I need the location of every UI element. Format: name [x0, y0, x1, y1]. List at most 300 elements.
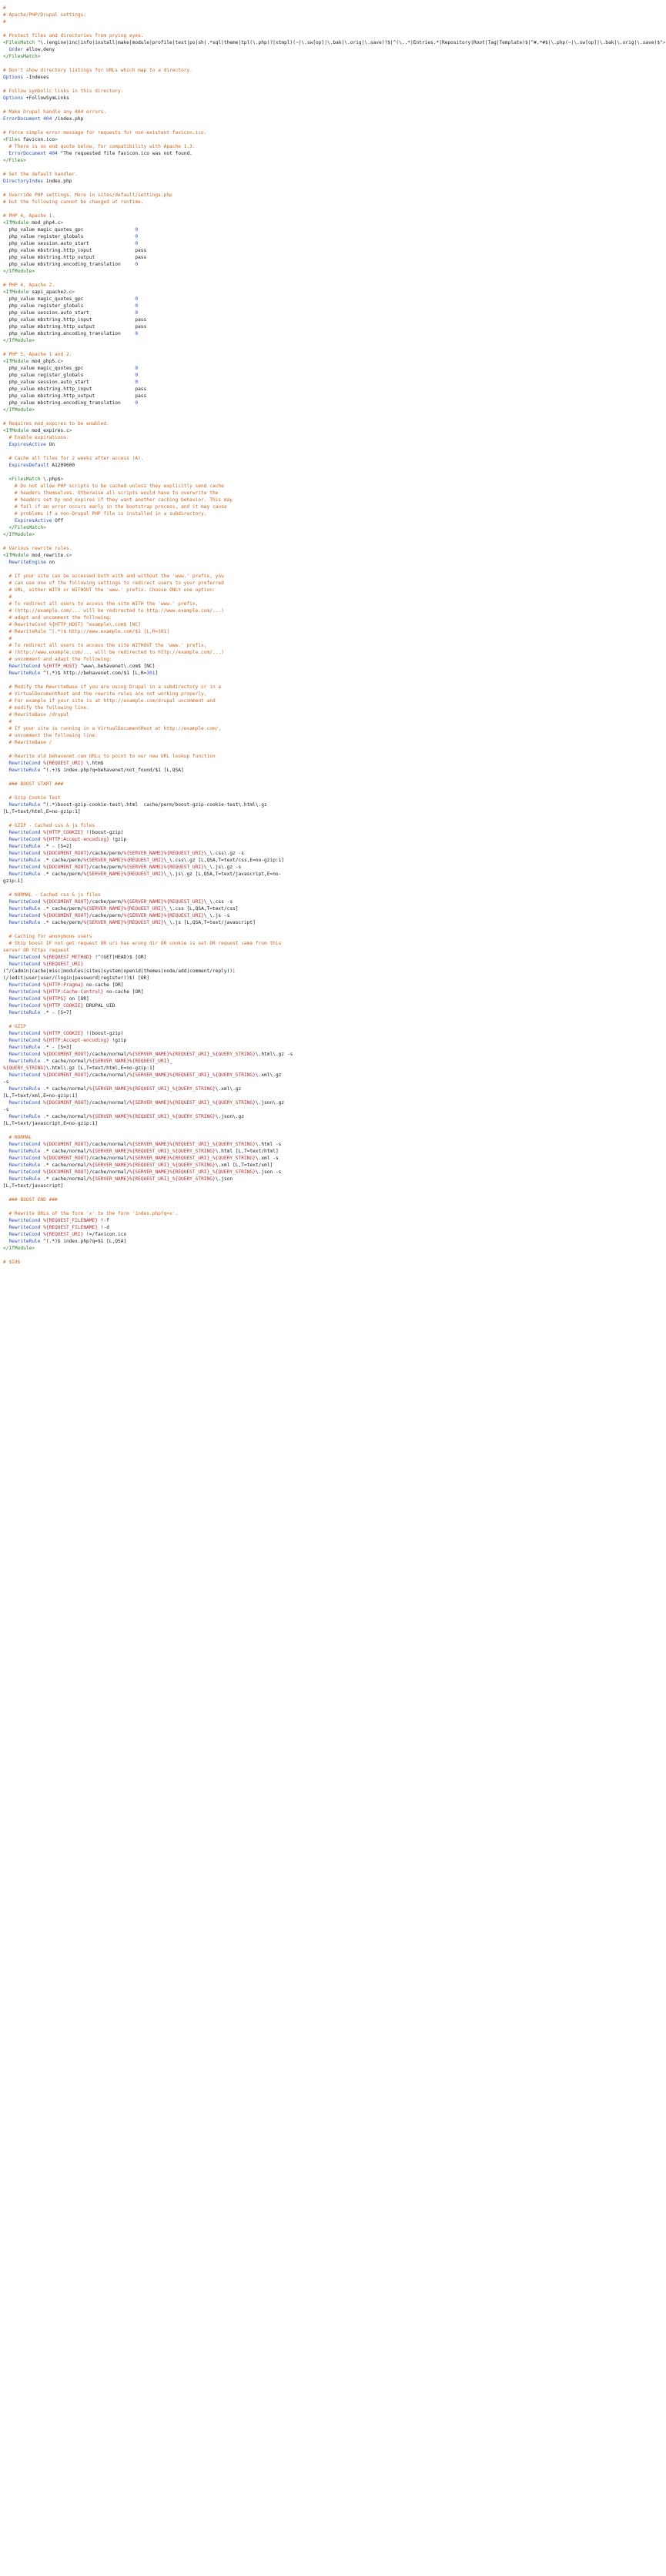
code-token-directive: RewriteCond [8, 1156, 41, 1161]
code-token-comment: # (http://example.com/... will be redirected to http://www.example.com/...) [3, 608, 224, 614]
code-token-number: 0 [135, 296, 139, 302]
code-line [3, 455, 459, 462]
code-token-comment: # Rewrite URLs of the form 'x' to the form 'index.php?q=x'. [3, 1211, 179, 1216]
code-line [3, 1120, 459, 1127]
code-token-plain: /cache/normal/ [89, 1072, 129, 1078]
code-token-plain: [L,T=text/javascript,E=no-gzip:1] [3, 1121, 98, 1126]
code-token-plain: !(boost-gzip) [83, 1031, 124, 1036]
code-token-plain: _ [209, 1072, 213, 1078]
code-token-directive: RewriteCond [8, 1232, 41, 1237]
code-line [3, 1099, 459, 1106]
code-line [3, 503, 459, 510]
code-token-directive: RewriteRule [8, 858, 41, 863]
code-line [3, 531, 459, 538]
code-token-number: 0 [135, 310, 139, 316]
code-token-directive: RewriteCond [8, 1038, 41, 1043]
code-line [3, 1148, 459, 1155]
code-line [3, 1072, 459, 1079]
code-token-number: 404 [43, 116, 52, 122]
code-line [3, 621, 459, 628]
code-line [3, 663, 459, 670]
code-token-directive: RewriteRule [8, 1149, 41, 1154]
code-token-plain: no-cache [OR] [103, 989, 144, 995]
code-line [3, 878, 459, 885]
code-token-directive: RewriteCond [8, 865, 41, 870]
code-token-plain: on [OR] [65, 996, 89, 1002]
code-token-plain: "The requested file favicon.ico was not found. [57, 151, 192, 156]
code-line [3, 199, 459, 206]
code-token-plain: \.json\.gz [215, 1114, 244, 1119]
code-token-var: %{SERVER_NAME}%{REQUEST_URI} [129, 1156, 210, 1161]
code-line [3, 316, 459, 323]
code-token-number: 0 [135, 227, 139, 233]
code-line [3, 760, 459, 767]
code-line [3, 517, 459, 524]
code-line [3, 448, 459, 455]
code-token-comment: # (http://www.example.com/... will be redirected to http://example.com/...) [3, 650, 224, 655]
code-line [3, 476, 459, 483]
code-token-var: %{HTTP_COOKIE} [43, 1003, 84, 1009]
code-token-plain: \.json -s [255, 1169, 282, 1175]
code-token-plain: on [45, 560, 55, 565]
code-token-var: %{HTTP_COOKIE} [43, 1031, 84, 1036]
code-token-plain: php_value register_globals [3, 373, 136, 378]
code-line [3, 1155, 459, 1162]
code-token-var: %{REQUEST_FILENAME} [43, 1225, 98, 1230]
code-token-directive: RewriteCond [8, 962, 41, 967]
code-token-plain: !gzip [109, 837, 127, 842]
code-line [3, 989, 459, 995]
code-token-var: %{SERVER_NAME}%{REQUEST_URI} [89, 1086, 170, 1092]
code-line [3, 178, 459, 185]
code-line [3, 1044, 459, 1051]
code-token-plain: Off [52, 518, 64, 524]
code-token-comment: # [3, 594, 12, 600]
code-line [3, 829, 459, 836]
code-token-plain: /cache/perm/ [89, 899, 124, 905]
code-token-directive: RewriteCond [8, 955, 41, 960]
code-token-var: %{HTTP:Cache-Control} [43, 989, 104, 995]
code-line [3, 857, 459, 864]
code-line [3, 898, 459, 905]
code-line [3, 296, 459, 303]
code-line [3, 129, 459, 136]
code-token-plain: .* cache/perm/ [40, 920, 84, 925]
code-line [3, 386, 459, 393]
code-token-comment: ### BOOST START ### [3, 781, 64, 787]
code-token-directive: RewriteRule [8, 1239, 41, 1244]
code-token-plain: .* cache/normal/ [40, 1114, 89, 1119]
code-token-plain: .* cache/normal/ [40, 1176, 89, 1182]
code-token-var: %{SERVER_NAME}%{REQUEST_URI} [129, 1072, 210, 1078]
code-token-comment: # There is no end quote below, for compatibility with Apache 1.3. [3, 144, 196, 149]
code-token-directive: ErrorDocument [8, 151, 46, 156]
code-token-plain: _ [209, 1100, 213, 1106]
code-token-plain: \_\.js -s [203, 913, 230, 918]
code-line [3, 400, 459, 406]
code-line [3, 1002, 459, 1009]
code-token-comment: # Make Drupal handle any 404 errors. [3, 109, 107, 115]
code-token-var: | [233, 969, 236, 974]
code-token-comment: # To redirect all users to access the site WITHOUT the 'www.' prefix, [3, 643, 207, 648]
code-token-plain: ^www\.behavenet\.com$ [NC] [77, 664, 156, 669]
code-token-plain: _ [209, 1142, 213, 1147]
code-token-var: %{SERVER_NAME}%{REQUEST_URI} [89, 1059, 170, 1064]
code-line [3, 226, 459, 233]
code-token-directive: RewriteRule [8, 802, 41, 808]
code-token-plain: (/(edit|user|user/(login|password|register))$) [OR] [3, 975, 149, 981]
code-line [3, 808, 459, 815]
code-token-plain: !^(GET|HEAD)$ [OR] [92, 955, 147, 960]
code-line [3, 642, 459, 649]
code-line [3, 982, 459, 989]
code-token-comment: # Apache/PHP/Drupal settings: [3, 12, 87, 18]
code-token-plain: -s [3, 1079, 9, 1085]
code-line [3, 164, 459, 171]
code-token-plain: php_value register_globals [3, 234, 136, 239]
code-token-plain: \_\.css\.gz [L,QSA,T=text/css,E=no-gzip:1] [163, 858, 285, 863]
code-line [3, 815, 459, 822]
code-line [3, 524, 459, 531]
code-token-directive: RewriteEngine [8, 560, 46, 565]
code-line [3, 961, 459, 968]
code-token-plain: ] [155, 671, 159, 676]
code-token-directive: RewriteRule [8, 871, 41, 877]
code-token-var: %{QUERY_STRING} [212, 1052, 256, 1057]
code-line [3, 1092, 459, 1099]
code-token-tag: </FilesMatch> [3, 54, 41, 59]
code-token-plain: \_\.js\.gz -s [203, 865, 242, 870]
code-token-comment: # Do not allow PHP scripts to be cached unless they explicitly send cache [3, 483, 224, 489]
code-token-directive: RewriteCond [8, 761, 41, 766]
code-token-plain: /cache/normal/ [89, 1169, 129, 1175]
code-token-directive: RewriteCond [8, 996, 41, 1002]
code-line [3, 850, 459, 857]
code-line [3, 704, 459, 711]
code-line [3, 1259, 459, 1266]
code-token-directive: RewriteCond [8, 989, 41, 995]
code-line [3, 88, 459, 95]
code-line [3, 566, 459, 573]
code-line [3, 1252, 459, 1259]
code-token-plain: php_value magic_quotes_gpc [3, 227, 136, 233]
code-token-plain: php_value session.auto_start [3, 241, 136, 246]
code-token-tag: <FilesMatch [8, 477, 41, 482]
code-line [3, 1037, 459, 1044]
code-token-number: 0 [135, 241, 139, 246]
code-line [3, 767, 459, 774]
code-line [3, 746, 459, 753]
code-token-comment: # PHP 4, Apache 1. [3, 213, 55, 219]
code-line [3, 635, 459, 642]
code-token-plain: _ [209, 1052, 213, 1057]
code-line [3, 323, 459, 330]
code-token-plain: .* - [S=2] [40, 844, 72, 849]
code-token-plain: ^(.+)$ index.php?q=behavenet/not_found/$1 [L,QSA] [40, 768, 184, 773]
code-line [3, 309, 459, 316]
code-token-plain: .* cache/perm/ [40, 858, 84, 863]
code-token-tag: </IfModule> [3, 407, 35, 413]
code-token-comment: # Follow symbolic links in this directory. [3, 89, 124, 94]
code-token-var: %{DOCUMENT_ROOT} [43, 1100, 89, 1106]
code-token-tag: > [69, 553, 72, 558]
code-token-plain: +FollowSymLinks [23, 95, 69, 101]
code-line [3, 594, 459, 601]
code-line [3, 573, 459, 580]
code-line [3, 1169, 459, 1176]
code-token-plain: /cache/normal/ [89, 1142, 129, 1147]
code-line [3, 801, 459, 808]
code-token-number: 0 [135, 331, 139, 336]
code-token-var: %{SERVER_NAME}%{REQUEST_URI} [123, 913, 204, 918]
code-token-directive: RewriteCond [8, 1169, 41, 1175]
code-line [3, 718, 459, 725]
code-line [3, 552, 459, 559]
code-token-plain: mod_expires.c [28, 428, 69, 433]
code-line [3, 739, 459, 746]
code-line [3, 254, 459, 261]
code-token-tag: <IfModule [3, 220, 29, 226]
code-line [3, 81, 459, 88]
code-token-comment: # NORMAL [3, 1135, 32, 1140]
code-token-comment: # Enable expirations. [3, 435, 69, 440]
code-token-number: 0 [135, 234, 139, 239]
code-token-plain: php_value mbstring.http_input pass [3, 386, 147, 392]
code-token-number: 301 [146, 671, 156, 676]
code-line [3, 351, 459, 358]
code-token-comment: # RewriteBase /drupal [3, 712, 69, 718]
code-line [3, 954, 459, 961]
code-token-plain: php_value mbstring.encoding_translation [3, 262, 136, 267]
code-line [3, 795, 459, 801]
code-token-plain: \_\.js\.gz [L,QSA,T=text/javascript,E=no- [163, 871, 282, 877]
code-token-var: %{SERVER_NAME}%{REQUEST_URI} [129, 1100, 210, 1106]
code-token-directive: RewriteCond [8, 830, 41, 835]
code-line [3, 46, 459, 53]
code-token-plain: \.html\.gz -s [255, 1052, 293, 1057]
code-token-tag: <IfModule [3, 428, 29, 433]
code-token-var: %{DOCUMENT_ROOT} [43, 865, 89, 870]
code-line [3, 649, 459, 656]
code-token-plain: .* cache/normal/ [40, 1059, 89, 1064]
code-token-plain: .* cache/normal/ [40, 1163, 89, 1168]
code-token-plain: \.html [L,T=text/html] [215, 1149, 279, 1154]
code-line [3, 109, 459, 115]
code-token-tag: <IfModule [3, 289, 29, 295]
code-token-plain: .* cache/normal/ [40, 1149, 89, 1154]
code-line [3, 25, 459, 32]
code-token-comment: # [3, 719, 12, 724]
code-line [3, 1196, 459, 1203]
code-token-var: %{SERVER_NAME}%{REQUEST_URI} [83, 871, 164, 877]
code-line [3, 822, 459, 829]
code-token-directive: RewriteRule [8, 1114, 41, 1119]
code-token-plain: .* cache/normal/ [40, 1086, 89, 1092]
code-line [3, 67, 459, 74]
code-token-directive: RewriteRule [8, 1163, 41, 1168]
code-token-plain: ^(.*)$ http://behavenet.com/$1 [L,R= [40, 671, 147, 676]
code-token-comment: # GZIP [3, 1024, 26, 1029]
code-token-plain: mod_rewrite.c [28, 553, 69, 558]
code-token-plain: php_value session.auto_start [3, 380, 136, 385]
code-line [3, 219, 459, 226]
code-token-directive: RewriteCond [8, 1218, 41, 1223]
code-line [3, 871, 459, 878]
code-token-plain: php_value magic_quotes_gpc [3, 366, 136, 371]
code-token-plain: \_\.css\.gz -s [203, 851, 244, 856]
code-line [3, 60, 459, 67]
code-token-directive: RewriteRule [8, 1086, 41, 1092]
code-token-plain: sapi_apache2.c [28, 289, 72, 295]
code-token-var: %{DOCUMENT_ROOT} [43, 1072, 89, 1078]
code-token-var: %{REQUEST_URI} [43, 962, 84, 967]
code-token-plain: _ [169, 1163, 172, 1168]
code-token-plain: php_value mbstring.encoding_translation [3, 400, 136, 406]
code-line [3, 1051, 459, 1058]
code-token-directive: RewriteCond [8, 851, 41, 856]
code-token-var: %{SERVER_NAME}%{REQUEST_URI} [129, 1142, 210, 1147]
code-line [3, 753, 459, 760]
code-line [3, 261, 459, 268]
code-token-directive: RewriteCond [8, 899, 41, 905]
code-token-var: %{SERVER_NAME}%{REQUEST_URI} [89, 1163, 170, 1168]
code-token-var: %{REQUEST_METHOD} [43, 955, 92, 960]
code-line [3, 843, 459, 850]
code-line [3, 1065, 459, 1072]
code-line [3, 247, 459, 254]
code-token-var: %{SERVER_NAME}%{REQUEST_URI} [83, 920, 164, 925]
code-token-directive: ExpiresDefault [8, 463, 49, 468]
code-token-tag: </FilesMatch> [8, 525, 46, 530]
code-token-plain: .* cache/perm/ [40, 871, 84, 877]
code-token-plain: .* - [S=3] [40, 1045, 72, 1050]
code-token-var: %{SERVER_NAME}%{REQUEST_URI} [83, 858, 164, 863]
code-token-plain: .* cache/perm/ [40, 906, 84, 912]
code-token-plain: On [45, 442, 55, 447]
code-token-tag: </Files> [3, 158, 26, 163]
code-token-directive: RewriteRule [8, 906, 41, 912]
code-token-plain: !=/favicon.ico [83, 1232, 127, 1237]
code-line [3, 289, 459, 296]
code-token-directive: Options [3, 75, 24, 80]
code-line [3, 268, 459, 275]
code-token-comment: # PHP 4, Apache 2. [3, 283, 55, 288]
code-token-plain: !-d [97, 1225, 109, 1230]
code-token-plain: /cache/perm/ [89, 851, 124, 856]
code-line [3, 275, 459, 282]
code-token-directive: Options [3, 95, 24, 101]
code-token-comment: # Override PHP settings. More in sites/default/settings.php [3, 192, 172, 198]
code-token-plain [3, 518, 15, 524]
code-token-plain: php_value magic_quotes_gpc [3, 296, 136, 302]
code-token-comment: # Don't show directory listings for URLs which map to a directory. [3, 68, 192, 73]
code-line [3, 781, 459, 788]
code-line [3, 233, 459, 240]
code-line [3, 677, 459, 684]
code-line [3, 330, 459, 337]
code-line [3, 18, 459, 25]
code-line [3, 905, 459, 912]
code-line [3, 53, 459, 60]
code-token-directive: RewriteCond [8, 1225, 41, 1230]
code-token-var: %{SERVER_NAME}%{REQUEST_URI} [123, 865, 204, 870]
code-token-var: %{REQUEST_FILENAME} [43, 1218, 98, 1223]
code-token-plain: -s [3, 1107, 9, 1112]
code-token-tag: </IfModule> [3, 532, 35, 537]
code-line [3, 39, 666, 46]
code-token-plain: "\.(engine|inc|info|install|make|module|profile|test|po|sh|.*sql|theme|tpl(\.php)?|xtmpl)(~|\.sw[op]|\.bak|\.orig|\.save)?$|^(\..*|Entries.*|Repository|Root|Tag|Template)$|^#.*#$|\.php(~|\.sw[op]|\.bak|\.orig|\.save)$" [37, 40, 663, 45]
code-token-plain: php_value mbstring.encoding_translation [3, 331, 136, 336]
code-token-var: %{QUERY_STRING} [172, 1086, 216, 1092]
code-token-tag: </IfModule> [3, 338, 35, 343]
code-token-plain: DRUPAL_UID [83, 1003, 115, 1009]
code-line [3, 947, 459, 954]
code-token-comment: # modify the following line: [3, 705, 89, 711]
code-token-tag: <Files [3, 137, 21, 142]
code-line [3, 691, 459, 698]
code-token-directive: RewriteRule [8, 1176, 41, 1182]
code-line [3, 912, 459, 919]
code-token-var: %{SERVER_NAME}%{REQUEST_URI} [83, 906, 164, 912]
code-token-plain: php_value mbstring.http_output pass [3, 324, 147, 330]
code-token-directive: RewriteRule [8, 1010, 41, 1015]
code-token-directive: RewriteCond [8, 1100, 41, 1106]
code-line [3, 1238, 459, 1245]
code-token-number: 0 [135, 380, 139, 385]
code-token-plain: \_\.css [L,QSA,T=text/css] [163, 906, 239, 912]
code-line [3, 303, 459, 309]
code-token-plain: /cache/normal/ [89, 1156, 129, 1161]
code-token-var: %{SERVER_NAME}%{REQUEST_URI} [123, 899, 204, 905]
code-token-plain: /cache/perm/ [89, 865, 124, 870]
code-token-plain: \.json [215, 1176, 233, 1182]
code-token-number: 0 [135, 400, 139, 406]
code-token-plain: allow,deny [23, 47, 55, 52]
code-token-plain: !gzip [109, 1038, 127, 1043]
code-token-directive: RewriteCond [8, 982, 41, 988]
code-line [3, 212, 459, 219]
code-line [3, 656, 459, 663]
code-token-directive: RewriteCond [8, 1072, 41, 1078]
code-line [3, 372, 459, 379]
code-line [3, 1023, 459, 1030]
code-token-plain: gzip:1] [3, 878, 24, 884]
code-token-plain: \.htm$ [83, 761, 104, 766]
code-token-plain: php_value mbstring.http_output pass [3, 255, 147, 260]
code-token-number: 0 [135, 262, 139, 267]
code-token-comment: # Skip boost IF not get request OR uri has wrong dir OR cookie is set OR request came from this [3, 941, 282, 946]
code-token-comment: # headers set by mod_expires if they want another caching behavior. This may [3, 497, 233, 503]
code-token-tag: > [60, 220, 64, 226]
code-line [3, 1210, 459, 1217]
code-token-comment: # Modify the RewriteBase if you are using Drupal in a subdirectory or in a [3, 684, 222, 690]
code-token-plain: no-cache [OR] [83, 982, 124, 988]
code-line [3, 206, 459, 212]
code-token-plain: mod_php4.c [28, 220, 61, 226]
code-token-plain: \.html -s [255, 1142, 282, 1147]
code-token-plain: -Indexes [23, 75, 49, 80]
code-line [3, 919, 459, 926]
code-line [3, 1231, 459, 1238]
code-token-plain: \.php$ [40, 477, 61, 482]
code-line [3, 5, 459, 12]
code-token-var: %{QUERY_STRING} [212, 1072, 256, 1078]
code-token-comment: # $Id$ [3, 1260, 21, 1265]
code-token-directive: Order [8, 47, 24, 52]
code-line [3, 420, 459, 427]
code-token-plain: /cache/normal/ [89, 1052, 129, 1057]
code-line [3, 1189, 459, 1196]
